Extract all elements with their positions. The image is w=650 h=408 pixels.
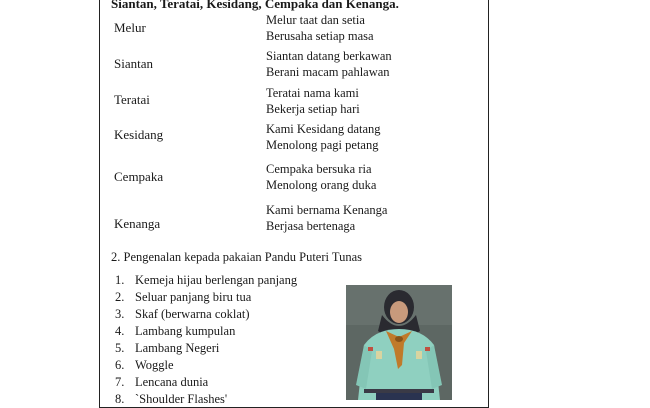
motto-line: Berusaha setiap masa [266, 29, 374, 43]
item-text: Woggle [135, 358, 174, 372]
motto-line: Teratai nama kami [266, 86, 359, 100]
patrol-motto [266, 161, 376, 193]
motto-line: Siantan datang berkawan [266, 49, 392, 63]
motto-line: Bekerja setiap hari [266, 102, 360, 116]
patrol-name: Kenanga [114, 216, 161, 231]
list-item [115, 272, 297, 289]
uniform-list [115, 272, 297, 408]
item-text: Lambang Negeri [135, 341, 220, 355]
item-number: 2. [115, 290, 125, 304]
patrol-motto [266, 12, 374, 44]
list-item [115, 306, 297, 323]
patrol-name: Kesidang [114, 127, 164, 142]
list-item [115, 289, 297, 306]
motto-line: Melur taat dan setia [266, 13, 365, 27]
patrol-motto [266, 202, 387, 234]
item-text: `Shoulder Flashes' [135, 392, 228, 406]
patrol-names-heading: Siantan, Teratai, Kesidang, Cempaka dan Kenanga. [111, 0, 399, 11]
item-number: 6. [115, 358, 125, 372]
list-item [115, 374, 297, 391]
section-title: 2. Pengenalan kepada pakaian Pandu Puteri Tunas [111, 250, 362, 264]
patrol-name: Cempaka [114, 169, 164, 184]
motto-line: Cempaka bersuka ria [266, 162, 372, 176]
item-number: 4. [115, 324, 125, 338]
list-item [115, 340, 297, 357]
item-text: Seluar panjang biru tua [135, 290, 252, 304]
item-number: 5. [115, 341, 125, 355]
patrol-name: Melur [114, 20, 146, 35]
uniform-photo [346, 285, 452, 400]
item-number: 7. [115, 375, 125, 389]
item-number: 8. [115, 392, 125, 406]
patrol-motto [266, 48, 392, 80]
item-text: Kemeja hijau berlengan panjang [135, 273, 298, 287]
item-number: 3. [115, 307, 125, 321]
item-text: Skaf (berwarna coklat) [135, 307, 250, 321]
item-text: Lencana dunia [135, 375, 209, 389]
list-item [115, 323, 297, 340]
patrol-motto [266, 121, 381, 153]
motto-line: Menolong orang duka [266, 178, 377, 192]
motto-line: Kami bernama Kenanga [266, 203, 388, 217]
motto-line: Berani macam pahlawan [266, 65, 390, 79]
motto-line: Menolong pagi petang [266, 138, 379, 152]
patrol-name: Teratai [114, 92, 150, 107]
list-item [115, 357, 297, 374]
patrol-name: Siantan [114, 56, 153, 71]
motto-line: Kami Kesidang datang [266, 122, 381, 136]
item-number: 1. [115, 273, 125, 287]
guide-illustration [346, 285, 452, 400]
patrol-motto [266, 85, 360, 117]
motto-line: Berjasa bertenaga [266, 219, 356, 233]
item-text: Lambang kumpulan [135, 324, 236, 338]
